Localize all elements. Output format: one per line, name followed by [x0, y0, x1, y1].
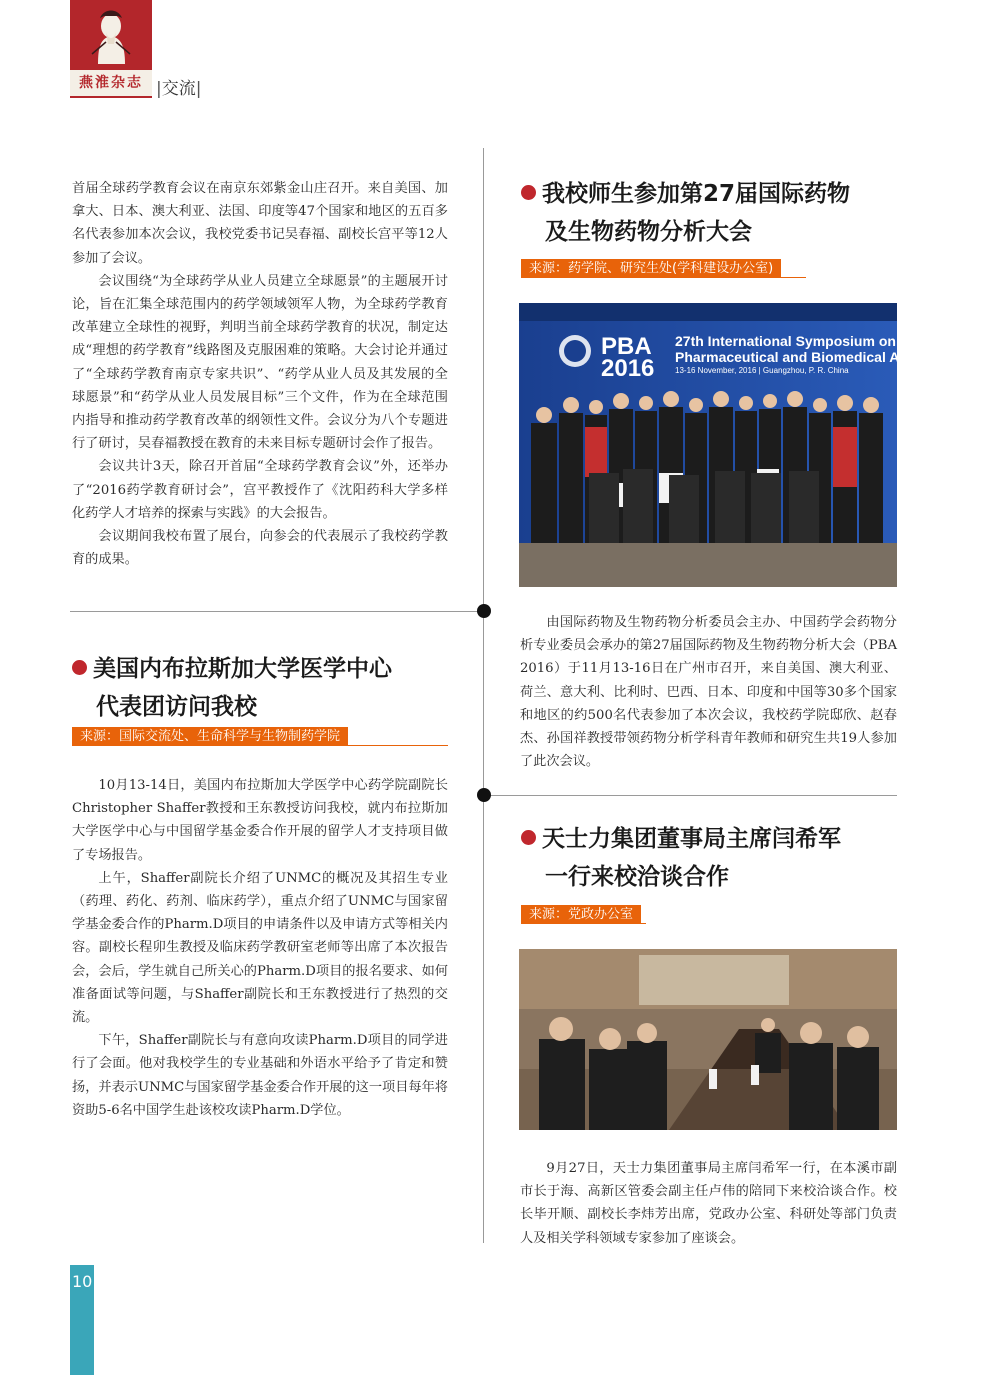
paragraph: 9月27日，天士力集团董事局主席闫希军一行，在本溪市副市长于海、高新区管委会副主任卢伟的陪同下来校洽谈合作。校长毕开顺、副校长李炜芳出席，党政办公室、科研处等部门负责人及相关学科领域专家参加了座谈会。 [520, 1161, 897, 1246]
intro-article-body [72, 177, 448, 571]
section-divider-left [70, 611, 483, 612]
section-divider-right [483, 795, 897, 796]
divider-dot [477, 788, 491, 802]
unmc-article-title: 美国内布拉斯加大学医学中心 代表团访问我校 [72, 650, 472, 726]
paragraph: 首届全球药学教育会议在南京东郊紫金山庄召开。来自美国、加拿大、日本、澳大利亚、法国、印度等47个国家和地区的五百多名代表参加本次会议，我校党委书记吴春福、副校长宫平等12人参加了会议。 [72, 181, 448, 266]
bullet-icon [521, 185, 536, 200]
divider-dot [477, 604, 491, 618]
paragraph: 上午，Shaffer副院长介绍了UNMC的概况及其招生专业（药理、药化、药剂、临床药学），重点介绍了UNMC与国家留学基金委合作的Pharm.D项目的申请条件以及申请方式等相关内容。副校长程卯生教授及临床药学教研室老师等出席了本次报告会，会后，学生就自己所关心的Pharm.D项目的报名要求、如何准备面试等问题，与Shaffer副院长和王东教授进行了热烈的交流。 [72, 870, 448, 1026]
unmc-article-body [72, 774, 448, 1122]
paragraph: 会议期间我校布置了展台，向参会的代表展示了我校药学教育的成果。 [72, 529, 448, 568]
paragraph: 10月13-14日，美国内布拉斯加大学医学中心药学院副院长Christopher Shaffer教授和王东教授访问我校，就内布拉斯加大学医学中心与中国留学基金委合作开展的留学人才支持项目做了专场报告。 [72, 778, 448, 863]
paragraph: 会议共计3天，除召开首届“全球药学教育会议”外，还举办了“2016药学教育研讨会”，宫平教授作了《沈阳药科大学多样化药学人才培养的探索与实践》的大会报告。 [72, 459, 448, 521]
page-number: 10 [72, 1272, 93, 1291]
tasly-meeting-photo [519, 949, 897, 1130]
pba-group-photo [519, 303, 947, 587]
pba-article-body [520, 611, 897, 773]
bullet-icon [72, 660, 87, 675]
section-name: 交流 [161, 79, 196, 99]
section-label: |交流| [156, 79, 202, 99]
banner-text: 27th International Symposium on Pharmaceutical and Biomedical Analysis 13-16 November, 2016 | Guangzhou, P. R. China [675, 333, 947, 375]
unmc-source-tag: 来源：国际交流处、生命科学与生物制药学院 [72, 727, 348, 746]
source-underline [521, 923, 646, 924]
banner-logo: PBA 2016 [601, 333, 655, 382]
tasly-article-body [520, 1157, 897, 1250]
portrait-icon [78, 4, 144, 66]
column-divider [483, 148, 484, 1243]
paragraph: 下午，Shaffer副院长与有意向攻读Pharm.D项目的同学进行了会面。他对我校学生的专业基础和外语水平给予了肯定和赞扬，并表示UNMC与国家留学基金委合作开展的这一项目每年将资助5-6名中国学生赴该校攻读Pharm.D学位。 [72, 1033, 448, 1118]
source-underline [72, 745, 448, 746]
source-underline [521, 277, 806, 278]
bullet-icon [521, 830, 536, 845]
tasly-article-title: 天士力集团董事局主席闫希军 一行来校洽谈合作 [521, 820, 901, 896]
magazine-logo [70, 0, 152, 98]
pba-source-tag: 来源：药学院、研究生处(学科建设办公室) [521, 259, 781, 278]
pba-article-title: 我校师生参加第27届国际药物 及生物药物分析大会 [521, 175, 901, 251]
paragraph: 由国际药物及生物药物分析委员会主办、中国药学会药物分析专业委员会承办的第27届国际药物及生物药物分析大会（PBA 2016）于11月13-16日在广州市召开，来自美国、澳大利亚、荷兰、意大利、比利时、巴西、日本、印度和中国等30多个国家和地区的约500名代表参加了本次会议，我校药学院邸欣、赵春杰、孙国祥教授带领药物分析学科青年教师和研究生共19人参加了此次会议。 [520, 615, 897, 770]
tasly-source-tag: 来源：党政办公室 [521, 905, 641, 924]
paragraph: 会议围绕“为全球药学从业人员建立全球愿景”的主题展开讨论，旨在汇集全球范围内的药学领域领军人物，为全球药学教育改革建立全球性的视野，判明当前全球药学教育的状况，制定达成“理想的药学教育”线路图及克服困难的策略。大会讨论并通过了“全球药学教育南京专家共识”、“药学从业人员及其发展的全球愿景”和“药学从业人员发展目标”三个文件，作为在全球范围内指导和推动药学教育改革的纲领性文件。会议分为八个专题进行了研讨，吴春福教授在教育的未来目标专题研讨会作了报告。 [72, 273, 448, 452]
logo-text: 燕淮杂志 [70, 70, 152, 96]
